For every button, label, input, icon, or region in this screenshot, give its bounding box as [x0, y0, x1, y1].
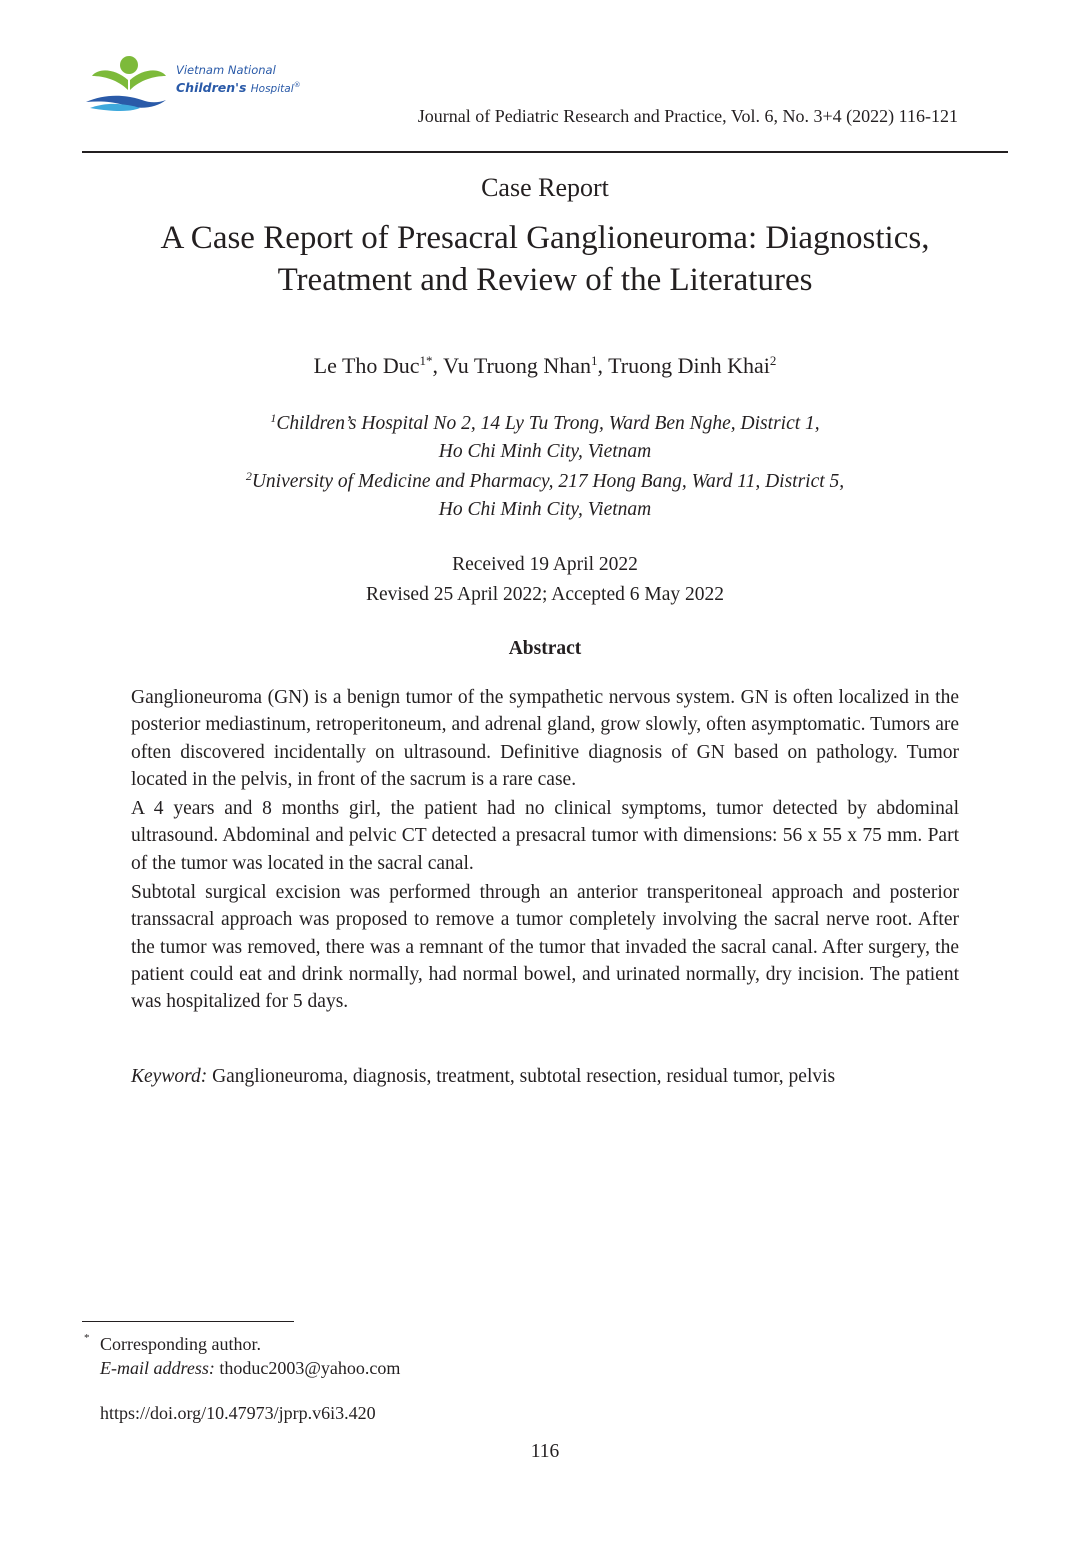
author-list: Le Tho Duc$^{1*}$, Vu Truong Nhan$^1$, Truong Dinh Khai$^2$ [313, 353, 777, 378]
received-date: Received 19 April 2022 [452, 554, 638, 575]
affiliation-line: University of Medicine and Pharmacy, 217 Hong Bang, Ward 11, District 5, [251, 471, 845, 492]
affiliation-1 [0, 404, 1090, 466]
article-title [0, 217, 1090, 301]
author-name: Vu Truong Nhan [443, 353, 591, 378]
footnote-divider [82, 1321, 294, 1322]
logo-line2-main: Children's [176, 80, 247, 95]
abstract-paragraph: A 4 years and 8 months girl, the patient had no clinical symptoms, tumor detected by abdominal ultrasound. Abdominal and pelvic CT detected a presacral tumor with dimensions: 56 x 55 x 75 mm. Part of the tumor was located in the sacral canal. [131, 798, 959, 874]
email-address[interactable]: thoduc2003@yahoo.com [219, 1358, 401, 1378]
logo-registered: ® [293, 80, 301, 89]
page-number: 116 [530, 1441, 560, 1462]
abstract-heading: Abstract [508, 638, 582, 659]
header-divider [82, 151, 1008, 153]
affiliation-mark: 1 [270, 411, 277, 425]
email-label: E-mail address: [100, 1358, 215, 1378]
journal-reference: Journal of Pediatric Research and Practice, Vol. 6, No. 3+4 (2022) 116-121 [417, 106, 958, 126]
author-name: Truong Dinh Khai [608, 353, 770, 378]
hospital-logo [84, 50, 314, 116]
affiliation-2 [0, 462, 1090, 524]
corresponding-author-note: Corresponding author. [100, 1334, 261, 1354]
logo-line1: Vietnam National [176, 63, 276, 77]
author-affiliation-mark: 1 [590, 353, 598, 368]
keyword-label: Keyword: [131, 1066, 208, 1087]
affiliation-line: Children’s Hospital No 2, 14 Ly Tu Trong, Ward Ben Nghe, District 1, [276, 413, 820, 434]
footnote-mark: * [84, 1332, 90, 1344]
title-line-2: Treatment and Review of the Literatures [277, 262, 813, 298]
author-affiliation-mark: 2 [769, 353, 777, 368]
affiliation-line: Ho Chi Minh City, Vietnam [438, 499, 652, 520]
author-affiliation-mark: 1* [419, 353, 433, 368]
affiliation-line: Ho Chi Minh City, Vietnam [438, 441, 652, 462]
title-line-1: A Case Report of Presacral Ganglioneuroma: Diagnostics, [160, 220, 930, 256]
abstract-body [131, 684, 959, 1018]
logo-line2-sub: Hospital [250, 83, 294, 95]
logo-line2 [176, 80, 301, 95]
article-dates [0, 550, 1090, 610]
revised-accepted-date: Revised 25 April 2022; Accepted 6 May 2022 [366, 584, 724, 605]
affiliation-mark: 2 [245, 469, 252, 483]
author-name: Le Tho Duc [313, 353, 420, 378]
article-type: Case Report [481, 173, 609, 202]
email-line [100, 1358, 400, 1379]
keywords [131, 1066, 971, 1088]
logo-emblem-icon [84, 50, 174, 116]
keyword-list: Ganglioneuroma, diagnosis, treatment, subtotal resection, residual tumor, pelvis [212, 1066, 836, 1087]
doi-link[interactable]: https://doi.org/10.47973/jprp.v6i3.420 [100, 1403, 376, 1423]
abstract-paragraph: Subtotal surgical excision was performed through an anterior transperitoneal approach and posterior transsacral approach was proposed to remove a tumor completely involving the sacral nerve root. After the tumor was removed, there was a remnant of the tumor that invaded the sacral canal. After surgery, the patient could eat and drink normally, had normal bowel, and urinated normally, dry incision. The patient was hospitalized for 5 days. [131, 882, 959, 1013]
abstract-paragraph: Ganglioneuroma (GN) is a benign tumor of the sympathetic nervous system. GN is often localized in the posterior mediastinum, retroperitoneum, and adrenal gland, grow slowly, often asymptomatic. Tumors are often discovered incidentally on ultrasound. Definitive diagnosis of GN based on pathology. Tumor located in the pelvis, in front of the sacrum is a rare case. [131, 687, 959, 790]
